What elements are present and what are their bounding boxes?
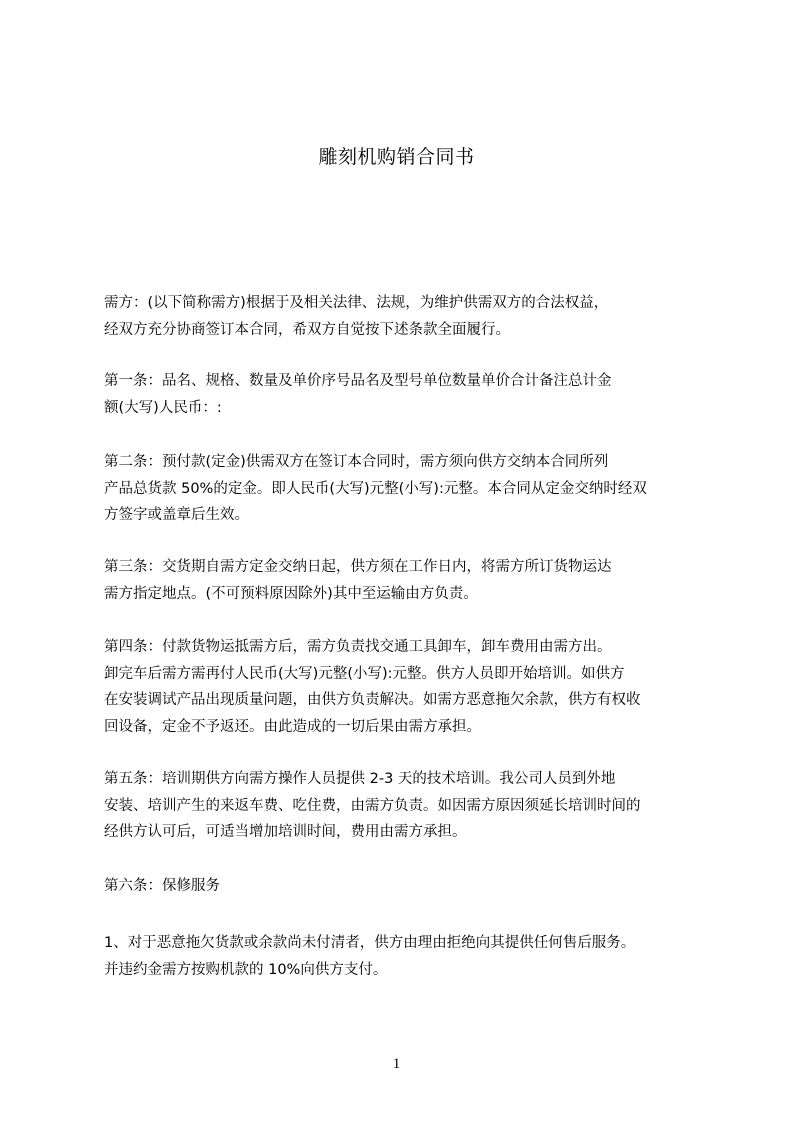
document-title: 雕刻机购销合同书	[318, 146, 475, 168]
paragraph-line: 在安装调试产品出现质量问题，由供方负责解决。如需方恶意拖欠余款，供方有权收	[104, 692, 641, 708]
paragraph-line: 第一条：品名、规格、数量及单价序号品名及型号单位数量单价合计备注总计金	[104, 373, 612, 389]
article-3-paragraph	[104, 554, 744, 607]
paragraph-line: 第三条：交货期自需方定金交纳日起，供方须在工作日内，将需方所订货物运达	[104, 559, 612, 575]
paragraph-line: 方签字或盖章后生效。	[104, 507, 249, 523]
paragraph-line: 需方：(以下简称需方)根据于及相关法律、法规，为维护供需双方的合法权益，	[104, 295, 609, 311]
article-4-paragraph	[104, 634, 744, 740]
paragraph-line: 经供方认可后，可适当增加培训时间，费用由需方承担。	[104, 824, 467, 840]
paragraph-line: 额(大写)人民币：:	[104, 399, 222, 416]
paragraph-line: 经双方充分协商签订本合同，希双方自觉按下述条款全面履行。	[104, 321, 510, 338]
paragraph-line: 第二条：预付款(定金)供需双方在签订本合同时，需方须向供方交纳本合同所列	[104, 454, 609, 470]
paragraph-line: 产品总货款 50%的定金。即人民币(大写)元整(小写):元整。本合同从定金交纳时经双	[104, 480, 647, 497]
paragraph-line: 1、对于恶意拖欠货款或余款尚未付清者，供方由理由拒绝向其提供任何售后服务。	[104, 935, 636, 951]
article-2-paragraph	[104, 449, 744, 529]
paragraph-line: 回设备，定金不予返还。由此造成的一切后果由需方承担。	[104, 718, 481, 735]
paragraph-line: 第四条：付款货物运抵需方后，需方负责找交通工具卸车，卸车费用由需方出。	[104, 639, 612, 655]
article-6-item-1-paragraph	[104, 930, 744, 983]
page-number: 1	[392, 1056, 401, 1072]
paragraph-line: 需方指定地点。(不可预料原因除外)其中至运输由方负责。	[104, 585, 478, 602]
article-6-heading	[104, 873, 744, 900]
paragraph-line: 第五条：培训期供方向需方操作人员提供 2-3 天的技术培训。我公司人员到外地	[104, 771, 616, 787]
paragraph-line: 并违约金需方按购机款的 10%向供方支付。	[104, 961, 388, 978]
paragraph-line: 卸完车后需方需再付人民币(大写)元整(小写):元整。供方人员即开始培训。如供方	[104, 665, 625, 682]
paragraph-line: 第六条：保修服务	[104, 878, 220, 894]
intro-paragraph	[104, 290, 744, 343]
paragraph-line: 安装、培训产生的来返车费、吃住费，由需方负责。如因需方原因须延长培训时间的	[104, 797, 641, 814]
article-5-paragraph	[104, 766, 744, 846]
article-1-paragraph	[104, 368, 744, 421]
